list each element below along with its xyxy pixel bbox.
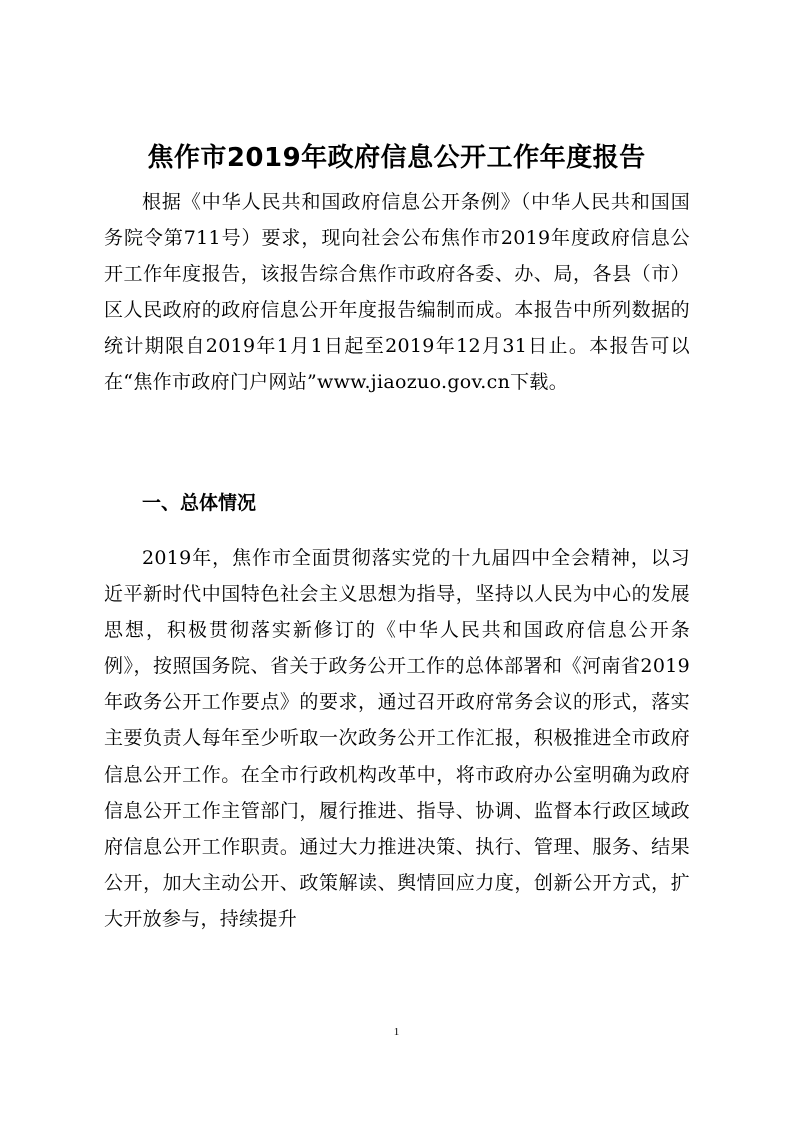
document-title: 焦作市2019年政府信息公开工作年度报告 [147,143,646,173]
page-number: 1 [393,1026,400,1038]
intro-paragraph: 根据《中华人民共和国政府信息公开条例》（中华人民共和国国务院令第711号）要求，现向社会公布焦作市2019年度政府信息公开工作年度报告，该报告综合焦作市政府各委、办、局，各县（市）区人民政府的政府信息公开年度报告编制而成。本报告中所列数据的统计期限自2019年1月1日起至2019年12月31日止。本报告可以在“焦作市政府门户网站”www.jiaozuo.gov.cn下载。 [104,191,690,394]
overview-paragraph: 2019年，焦作市全面贯彻落实党的十九届四中全会精神，以习近平新时代中国特色社会主义思想为指导，坚持以人民为中心的发展思想，积极贯彻落实新修订的《中华人民共和国政府信息公开条例》，按照国务院、省关于政务公开工作的总体部署和《河南省2019年政务公开工作要点》的要求，通过召开政府常务会议的形式，落实主要负责人每年至少听取一次政务公开工作汇报，积极推进全市政府信息公开工作。在全市行政机构改革中，将市政府办公室明确为政府信息公开工作主管部门，履行推进、指导、协调、监督本行政区域政府信息公开工作职责。通过大力推进决策、执行、管理、服务、结果公开，加大主动公开、政策解读、舆情回应力度，创新公开方式，扩大开放参与，持续提升 [104,547,690,930]
section-heading-overview: 一、总体情况 [142,492,257,514]
